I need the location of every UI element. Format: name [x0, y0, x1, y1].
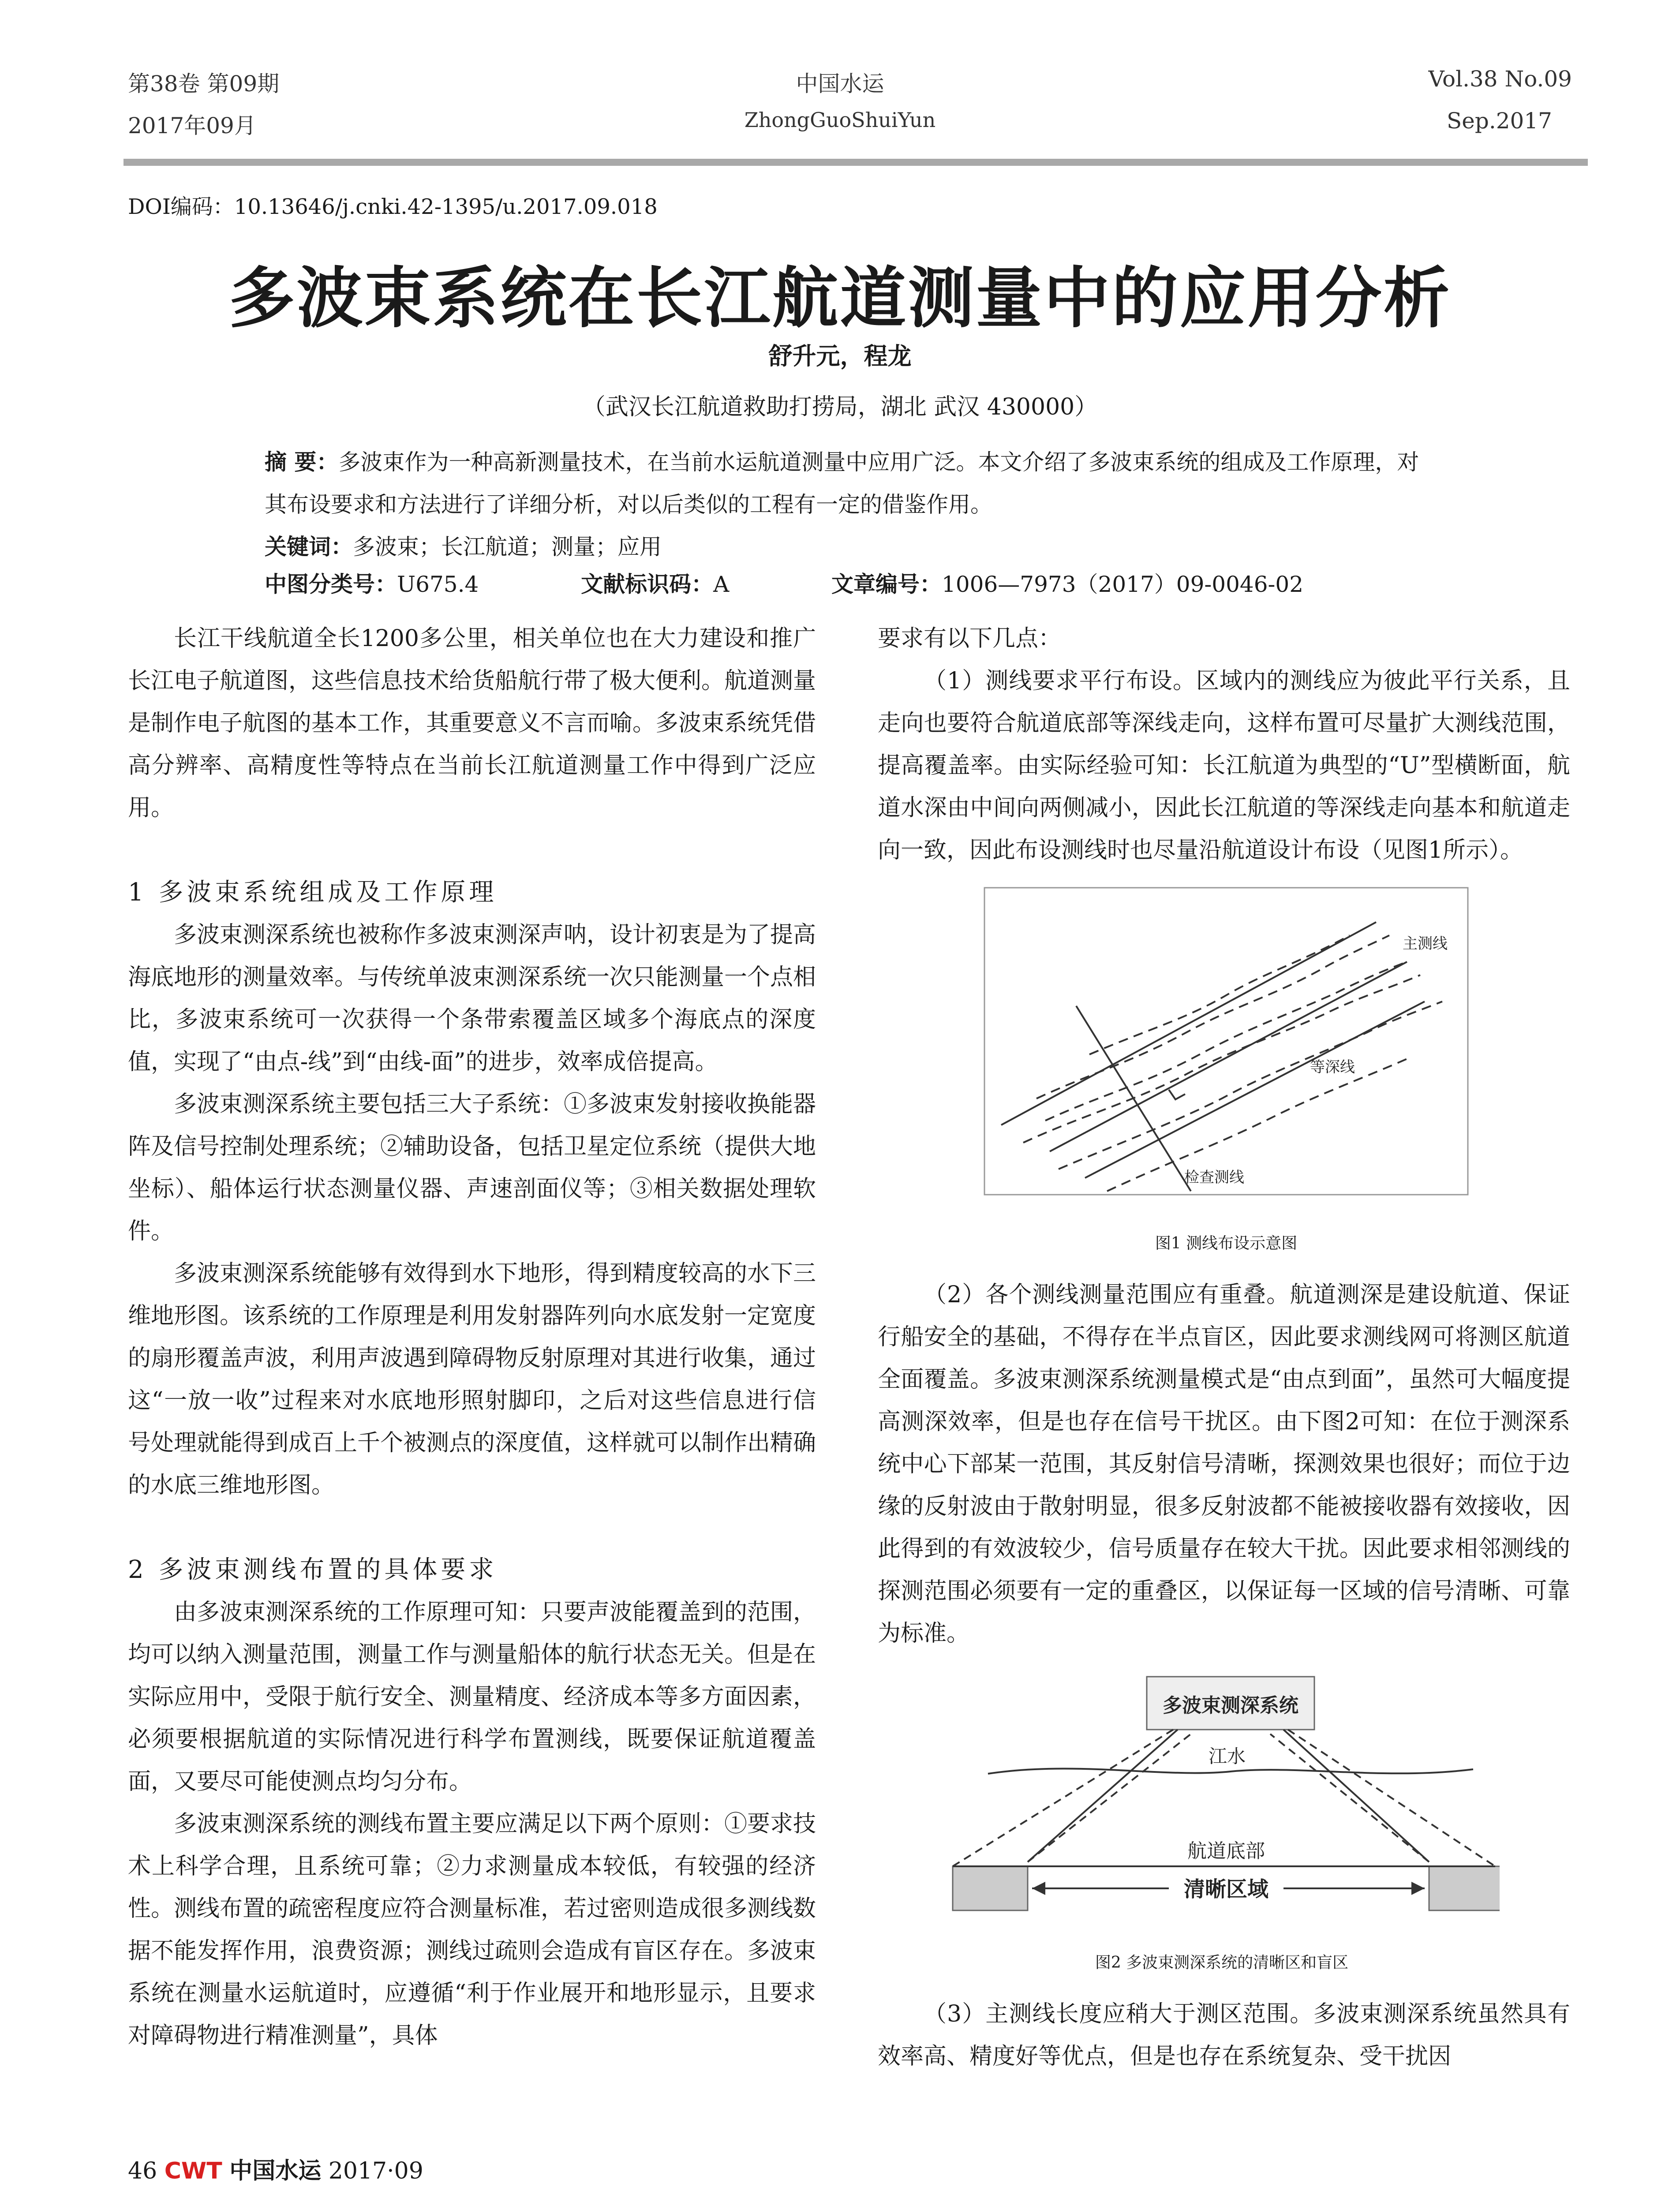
article-number-value: 1006—7973（2017）09-0046-02	[942, 572, 1304, 597]
fig2-bottom-label: 航道底部	[1187, 1840, 1265, 1862]
left-column	[128, 617, 816, 2057]
doc-code-label: 文献标识码：	[581, 572, 714, 597]
section-2-heading: 2 多波束测线布置的具体要求	[128, 1555, 498, 1584]
header-journal-cn: 中国水运	[796, 71, 884, 97]
survey-line-layout-diagram	[984, 887, 1469, 1196]
fig2-water-label: 江水	[1209, 1745, 1246, 1767]
paper-title: 多波束系统在长江航道测量中的应用分析	[228, 259, 1452, 337]
intro-paragraph: 长江干线航道全长1200多公里，相关单位也在大力建设和推广长江电子航道图，这些信息技术给货船航行带了极大便利。航道测量是制作电子航图的基本工作，其重要意义不言而喻。多波束系统凭借高分辨率、高精度性等特点在当前长江航道测量工作中得到广泛应用。	[128, 625, 816, 821]
abstract-text: 多波束作为一种高新测量技术，在当前水运航道测量中应用广泛。本文介绍了多波束系统的组成及工作原理，对其布设要求和方法进行了详细分析，对以后类似的工程有一定的借鉴作用。	[265, 449, 1419, 517]
header-rule	[123, 159, 1588, 166]
fig1-main-line-label: 主测线	[1403, 935, 1448, 953]
requirement-1-paragraph: （1）测线要求平行布设。区域内的测线应为彼此平行关系，且走向也要符合航道底部等深线走向，这样布置可尽量扩大测线范围，提高覆盖率。由实际经验可知：长江航道为典型的“U”型横断面，航道水深由中间向两侧减小，因此长江航道的等深线走向基本和航道走向一致，因此布设测线时也尽量沿航道设计布设（见图1所示）。	[878, 668, 1570, 863]
figure-1-caption: 图1 测线布设示意图	[1155, 1234, 1298, 1252]
header-volume-cn: 第38卷 第09期	[128, 71, 280, 97]
classification-line	[265, 567, 1303, 598]
clc-label: 中图分类号：	[265, 572, 397, 597]
fig1-check-line-label: 检查测线	[1184, 1169, 1244, 1186]
article-number-label: 文章编号：	[831, 572, 942, 597]
doc-code-value: A	[713, 572, 730, 597]
footer-journal: 中国水运	[229, 2158, 322, 2184]
section-2-paragraph-1: 由多波束测深系统的工作原理可知：只要声波能覆盖到的范围，均可以纳入测量范围，测量工作与测量船体的航行状态无关。但是在实际应用中，受限于航行安全、测量精度、经济成本等多方面因素，必须要根据航道的实际情况进行科学布置测线，既要保证航道覆盖面，又要尽可能使测点均匀分布。	[128, 1599, 816, 1795]
header-journal-en: ZhongGuoShuiYun	[744, 108, 936, 132]
header-volume-en: Vol.38 No.09	[1428, 66, 1572, 92]
section-1-paragraph-2: 多波束测深系统主要包括三大子系统：①多波束发射接收换能器阵及信号控制处理系统；②辅助设备，包括卫星定位系统（提供大地坐标）、船体运行状态测量仪器、声速剖面仪等；③相关数据处理软件。	[128, 1091, 816, 1245]
cwt-logo: CWT	[164, 2158, 222, 2184]
abstract-label: 摘 要：	[265, 449, 339, 475]
clc-value: U675.4	[397, 572, 479, 597]
figure-2-caption: 图2 多波束测深系统的清晰区和盲区	[1095, 1954, 1349, 1972]
header-date-en: Sep.2017	[1447, 108, 1552, 134]
section-2-paragraph-2: 多波束测深系统的测线布置主要应满足以下两个原则：①要求技术上科学合理，且系统可靠；②力求测量成本较低，有较强的经济性。测线布置的疏密程度应符合测量标准，若过密则造成很多测线数据不能发挥作用，浪费资源；测线过疏则会造成有盲区存在。多波束系统在测量水运航道时，应遵循“利于作业展开和地形显示，且要求对障碍物进行精准测量”，具体	[128, 1811, 816, 2049]
multibeam-clear-zone-diagram	[944, 1672, 1500, 1919]
section-1-heading: 1 多波束系统组成及工作原理	[128, 878, 498, 907]
requirement-3-paragraph: （3）主测线长度应稍大于测区范围。多波束测深系统虽然具有效率高、精度好等优点，但是也存在系统复杂、受干扰因	[878, 2001, 1570, 2070]
authors: 舒升元，程龙	[768, 342, 912, 370]
section-1-paragraph-1: 多波束测深系统也被称作多波束测深声呐，设计初衷是为了提高海底地形的测量效率。与传统单波束测深系统一次只能测量一个点相比，多波束系统可一次获得一个条带索覆盖区域多个海底点的深度值，实现了“由点-线”到“由线-面”的进步，效率成倍提高。	[128, 922, 816, 1075]
figure-1	[984, 887, 1469, 1265]
fig2-clear-zone-label: 清晰区域	[1183, 1877, 1269, 1902]
fig1-contour-label: 等深线	[1310, 1058, 1355, 1076]
fig2-system-box-label: 多波束测深系统	[1163, 1694, 1298, 1717]
page-footer	[128, 2152, 423, 2185]
abstract	[265, 441, 1438, 568]
figure-2	[944, 1672, 1500, 1984]
doi: DOI编码：10.13646/j.cnki.42-1395/u.2017.09.018	[128, 194, 658, 219]
keywords-text: 多波束；长江航道；测量；应用	[353, 534, 662, 560]
header-date-cn: 2017年09月	[128, 113, 256, 138]
requirement-2-paragraph: （2）各个测线测量范围应有重叠。航道测深是建设航道、保证行船安全的基础，不得存在半点盲区，因此要求测线网可将测区航道全面覆盖。多波束测深系统测量模式是“由点到面”，虽然可大幅度提高测深效率，但是也存在信号干扰区。由下图2可知：在位于测深系统中心下部某一范围，其反射信号清晰，探测效果也很好；而位于边缘的反射波由于散射明显，很多反射波都不能被接收器有效接收，因此得到的有效波较少，信号质量存在较大干扰。因此要求相邻测线的探测范围必须要有一定的重叠区，以保证每一区域的信号清晰、可靠为标准。	[878, 1282, 1570, 1647]
keywords-label: 关键词：	[265, 534, 353, 560]
affiliation: （武汉长江航道救助打捞局，湖北 武汉 430000）	[582, 394, 1098, 420]
continued-text: 要求有以下几点：	[878, 625, 1062, 652]
right-column	[878, 617, 1570, 2078]
footer-issue: 2017·09	[328, 2158, 423, 2184]
page-number: 46	[128, 2158, 157, 2184]
section-1-paragraph-3: 多波束测深系统能够有效得到水下地形，得到精度较高的水下三维地形图。该系统的工作原理是利用发射器阵列向水底发射一定宽度的扇形覆盖声波，利用声波遇到障碍物反射原理对其进行收集，通过这“一放一收”过程来对水底地形照射脚印，之后对这些信息进行信号处理就能得到成百上千个被测点的深度值，这样就可以制作出精确的水底三维地形图。	[128, 1260, 816, 1499]
